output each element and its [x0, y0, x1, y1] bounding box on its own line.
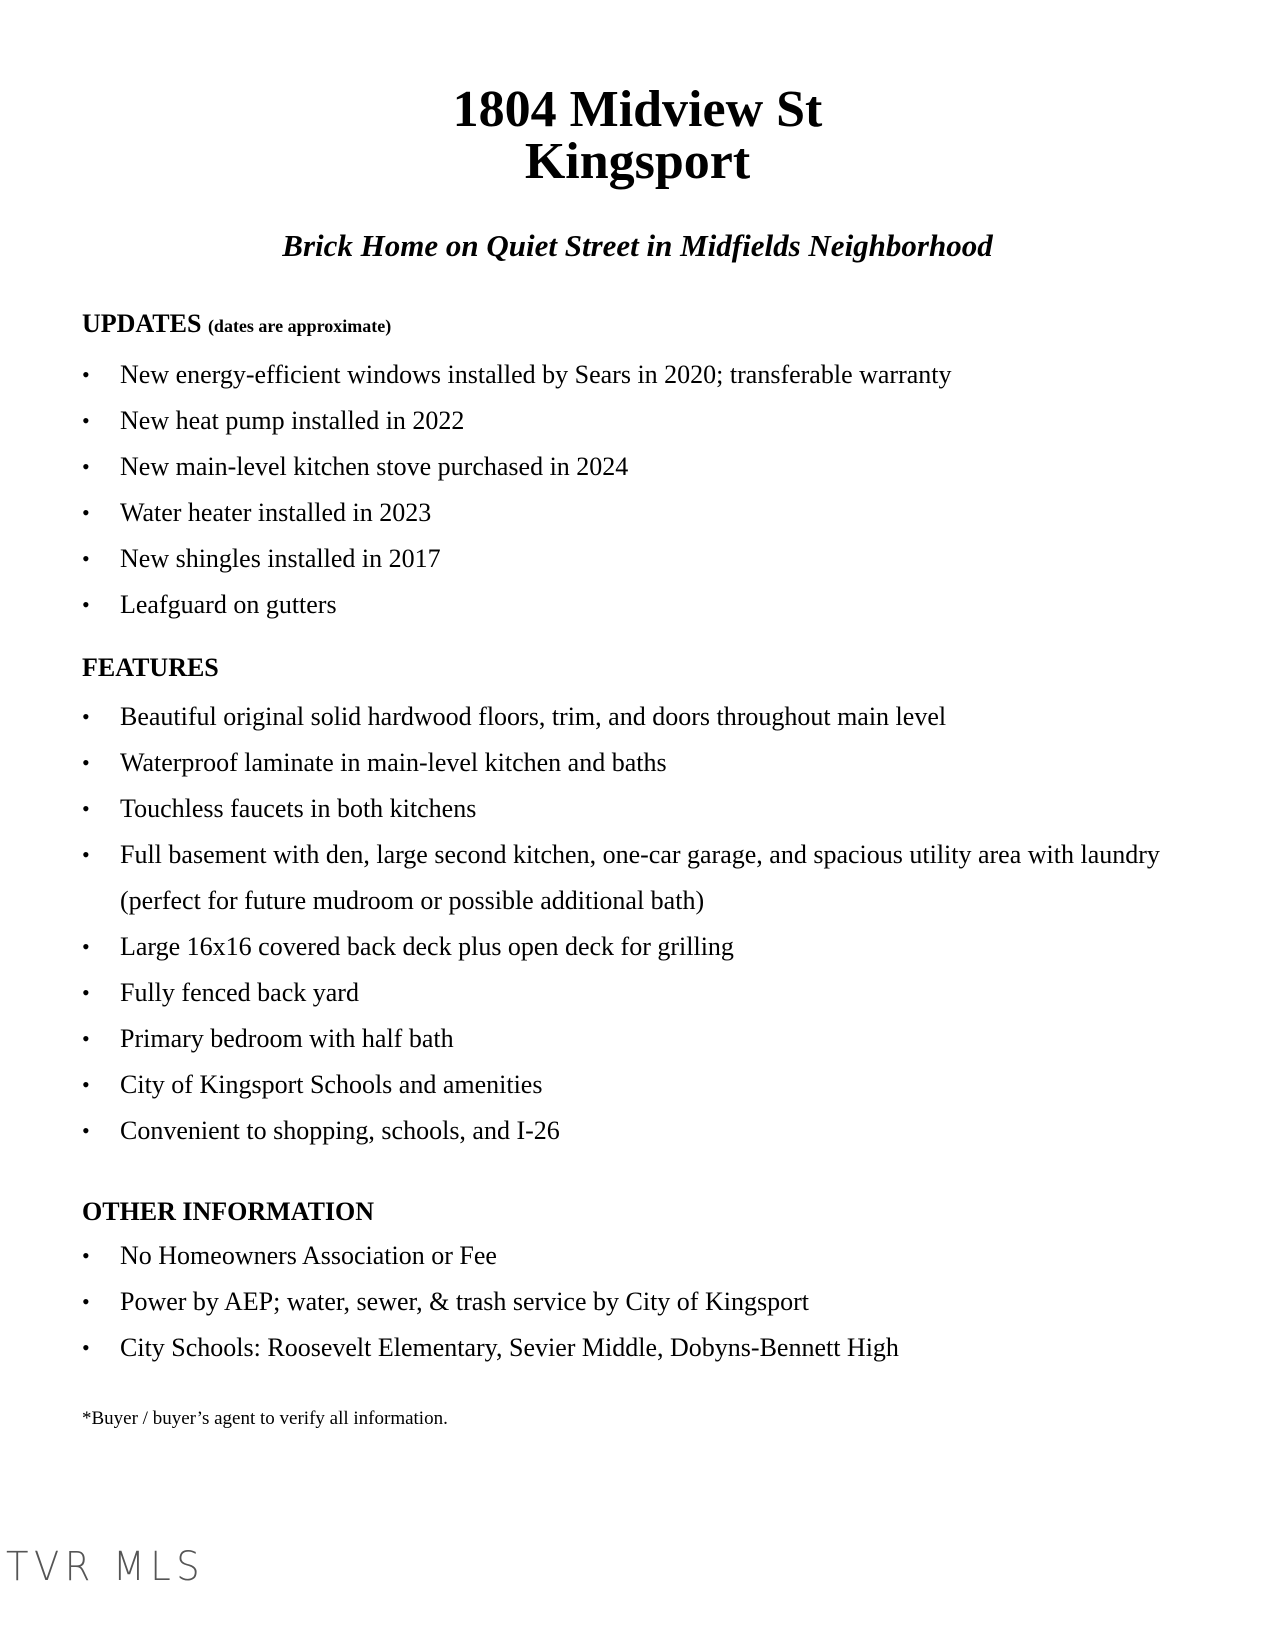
other-information-list [82, 1233, 1202, 1371]
other-information-section [82, 1196, 1202, 1371]
list-item: • Fully fenced back yard [82, 970, 1202, 1016]
list-item: • New shingles installed in 2017 [82, 536, 1202, 582]
list-item: • New main-level kitchen stove purchased in 2024 [82, 444, 1202, 490]
list-item: • City of Kingsport Schools and amenities [82, 1062, 1202, 1108]
list-item: • Large 16x16 covered back deck plus open deck for grilling [82, 924, 1202, 970]
mls-watermark: TVR MLS [6, 1544, 206, 1590]
list-item: • Primary bedroom with half bath [82, 1016, 1202, 1062]
updates-section [82, 308, 1202, 628]
list-item: • Leafguard on gutters [82, 582, 1202, 628]
list-item: • Touchless faucets in both kitchens [82, 786, 1202, 832]
list-item: • Water heater installed in 2023 [82, 490, 1202, 536]
page-title-city: Kingsport [524, 133, 751, 190]
list-item: • New heat pump installed in 2022 [82, 398, 1202, 444]
updates-heading-note: (dates are approximate) [207, 316, 392, 336]
list-item: • Convenient to shopping, schools, and I-26 [82, 1108, 1202, 1154]
list-item: • Waterproof laminate in main-level kitchen and baths [82, 740, 1202, 786]
features-list [82, 694, 1202, 1154]
other-information-heading: OTHER INFORMATION [82, 1197, 375, 1226]
features-heading: FEATURES [82, 653, 219, 682]
updates-heading [82, 308, 1202, 342]
list-item: • Power by AEP; water, sewer, & trash service by City of Kingsport [82, 1279, 1202, 1325]
list-item: • Beautiful original solid hardwood floors, trim, and doors throughout main level [82, 694, 1202, 740]
updates-heading-label: UPDATES [82, 309, 202, 338]
disclaimer-footnote: *Buyer / buyer’s agent to verify all information. [82, 1408, 448, 1429]
updates-list [82, 352, 1202, 628]
features-section [82, 652, 1202, 1154]
page-title-address: 1804 Midview St [452, 81, 823, 138]
list-item: • No Homeowners Association or Fee [82, 1233, 1202, 1279]
list-item: • New energy-efficient windows installed by Sears in 2020; transferable warranty [82, 352, 1202, 398]
page-subtitle: Brick Home on Quiet Street in Midfields Neighborhood [282, 228, 993, 263]
list-item: • Full basement with den, large second kitchen, one-car garage, and spacious utility area with laundry (perfect for future mudroom or possible additional bath) [82, 832, 1202, 924]
list-item: • City Schools: Roosevelt Elementary, Sevier Middle, Dobyns-Bennett High [82, 1325, 1202, 1371]
